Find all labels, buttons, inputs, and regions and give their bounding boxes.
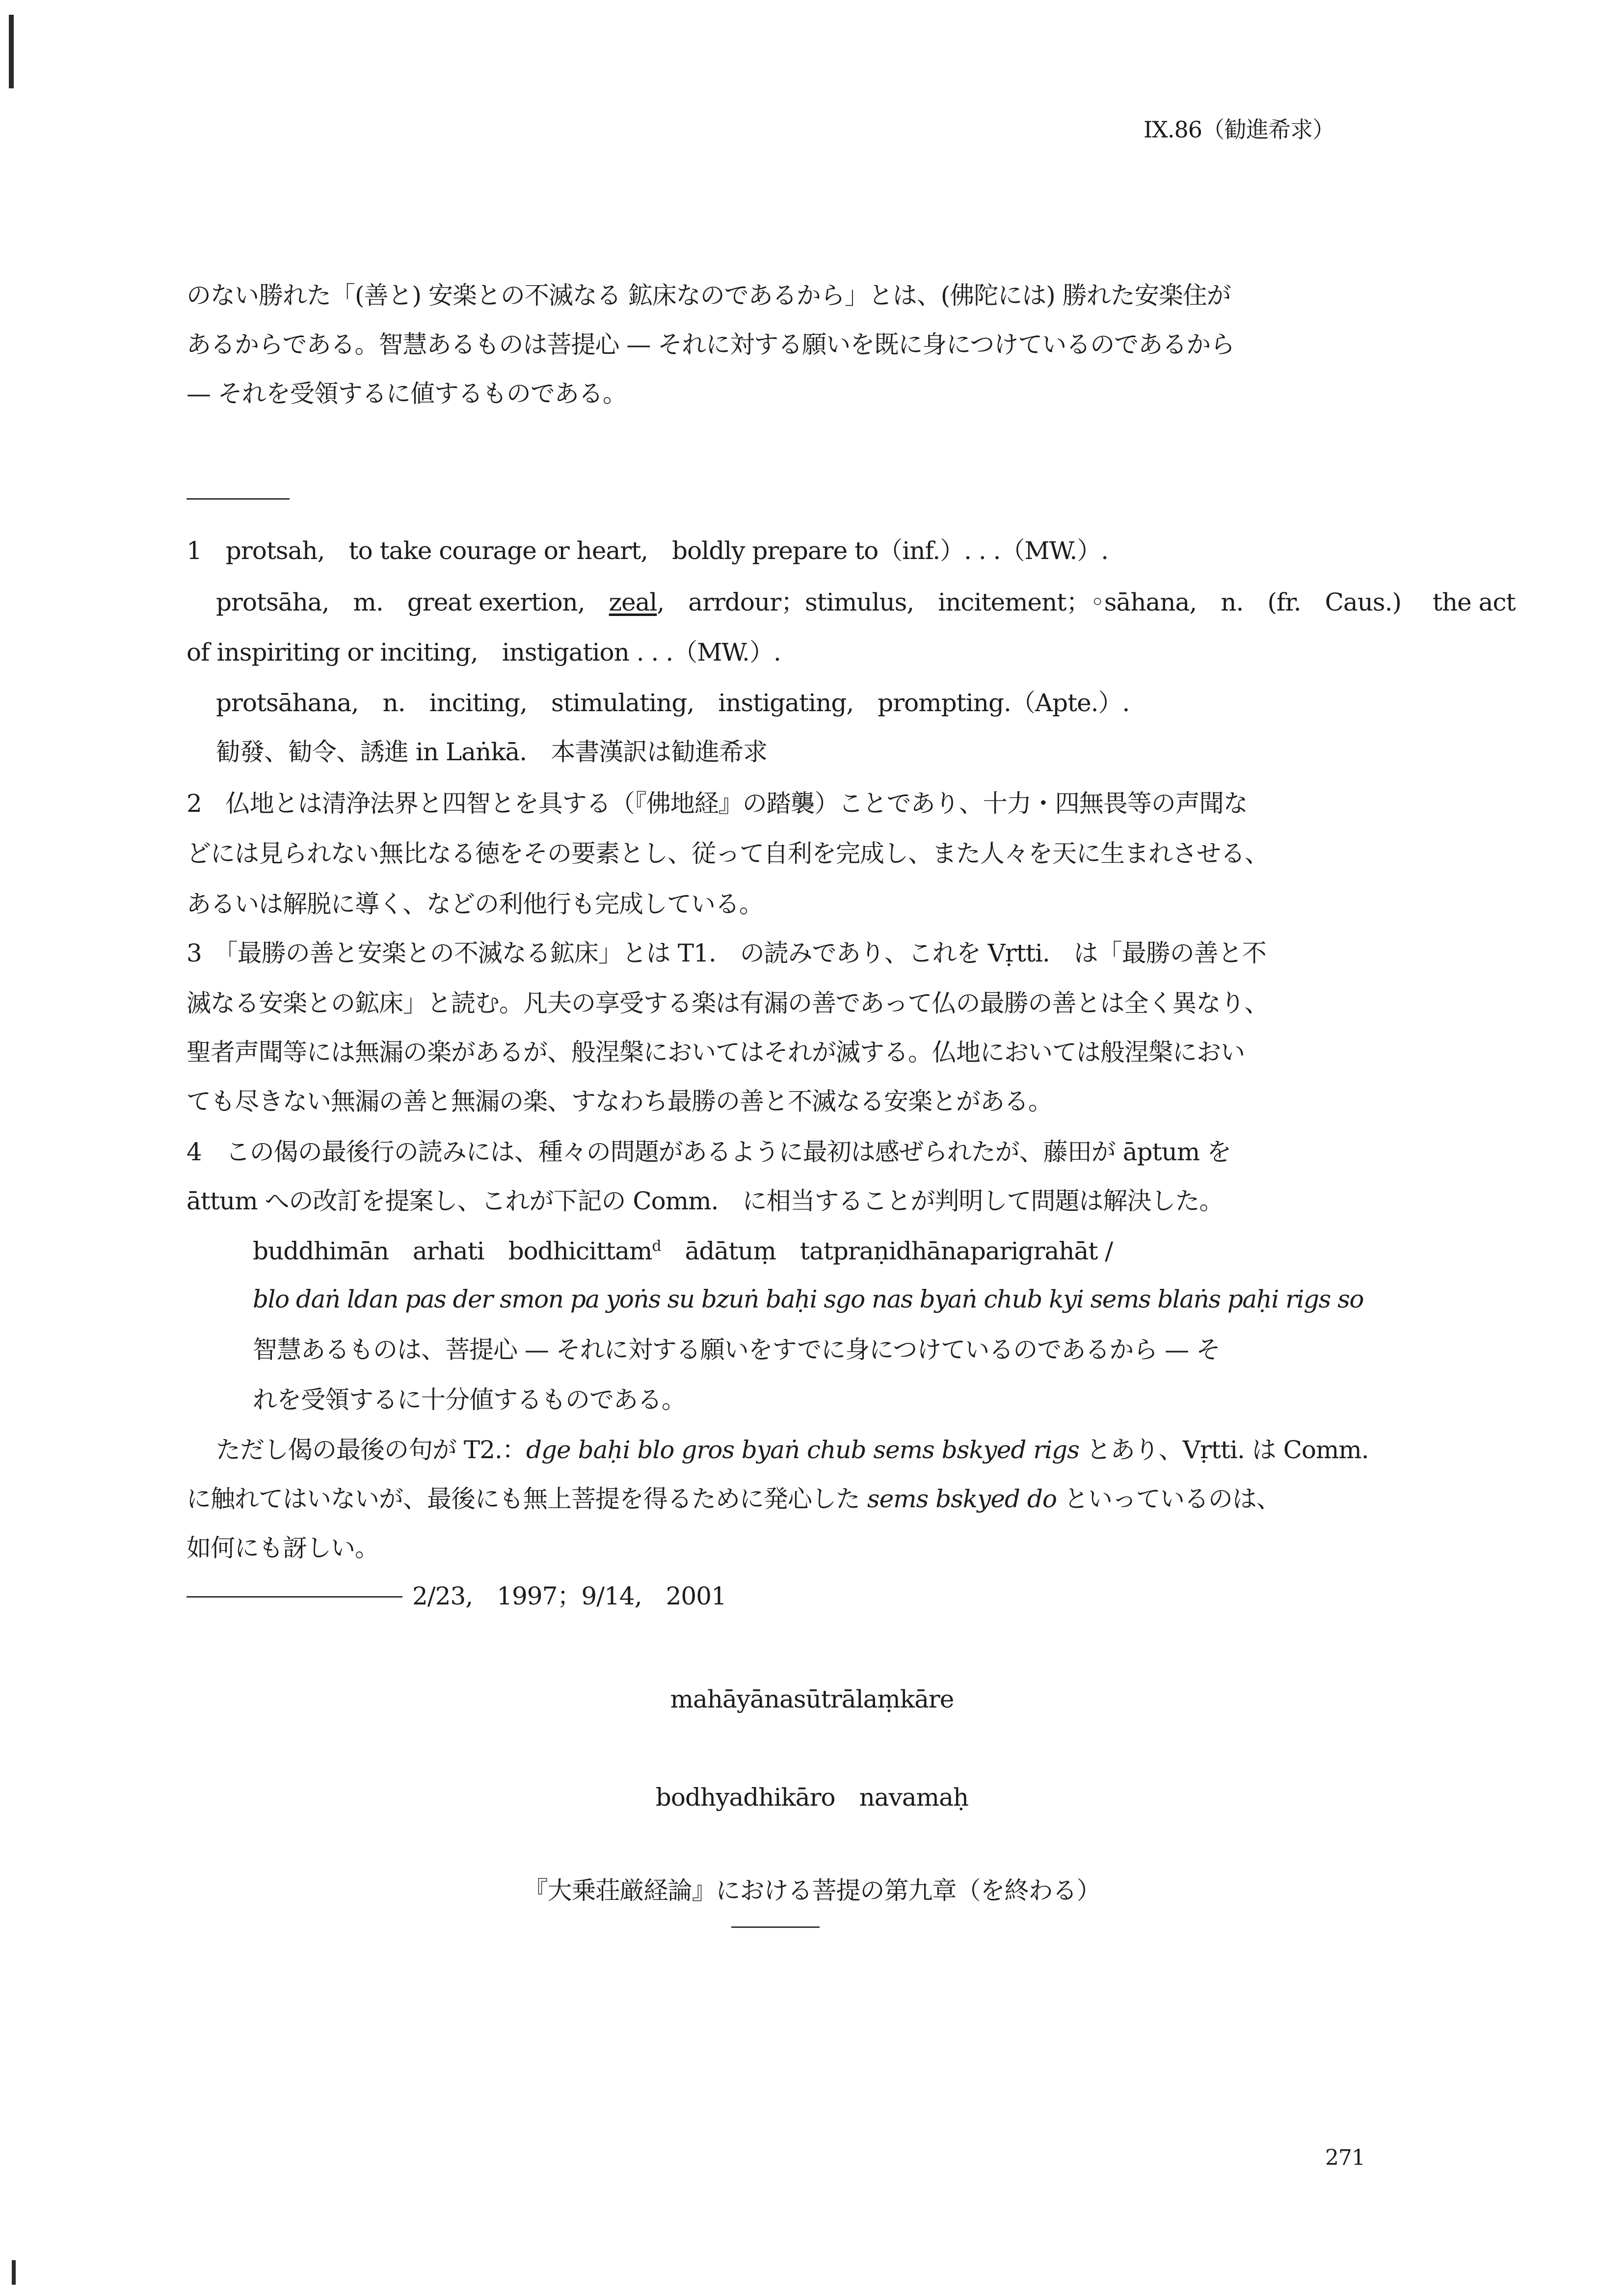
- remark-line-1-end: とあり、Vṛtti. は Comm.: [1079, 1436, 1369, 1464]
- colophon-chapter-line: bodhyadhikāro navamaḥ: [655, 1783, 969, 1812]
- colophon-japanese-title: 『大乗荘厳経論』における菩提の第九章（を終わる）: [523, 1876, 1101, 1905]
- footnote-4-line-1: 4 この偈の最後行の読みには、種々の問題があるように最初は感ぜられたが、藤田が āptum を: [186, 1138, 1231, 1166]
- remark-line-2-start: に触れてはいないが、最後にも無上菩提を得るために発心した: [186, 1485, 867, 1513]
- footnote-1-line-2-end: , arrdour；stimulus, incitement；◦sāhana, n. (fr. Caus.) the act: [657, 588, 1516, 616]
- remark-line-1-tibetan: dge baḥi blo gros byaṅ chub sems bskyed rigs: [526, 1436, 1079, 1464]
- footnote-3-line-3: 聖者声聞等には無漏の楽があるが、般涅槃においてはそれが滅する。仏地においては般涅槃におい: [186, 1038, 1245, 1067]
- main-text-line-1: のない勝れた「(善と) 安楽との不滅なる 鉱床なのであるから」とは、(佛陀には) 勝れた安楽住が: [186, 281, 1231, 310]
- footnote-3-line-4: ても尽きない無漏の善と無漏の楽、すなわち最勝の善と不滅なる安楽とがある。: [186, 1087, 1052, 1116]
- tibetan-verse-line: blo daṅ ldan pas der smon pa yoṅs su bzuṅ baḥi sgo nas byaṅ chub kyi sems blaṅs paḥi rigs so: [253, 1285, 1363, 1313]
- main-text-line-2: あるからである。智慧あるものは菩提心 — それに対する願いを既に身につけているのであるから: [186, 330, 1235, 359]
- colophon-sanskrit-title: mahāyānasūtrālaṃkāre: [670, 1685, 954, 1713]
- date-rule: [186, 1596, 402, 1598]
- colophon-end-rule: [731, 1926, 820, 1928]
- footnote-2-line-2: どには見られない無比なる徳をその要素とし、従って自利を完成し、また人々を天に生まれさせる、: [186, 839, 1269, 868]
- page-number: 271: [1325, 2145, 1365, 2170]
- remark-line-1: [216, 1434, 1369, 1466]
- footnote-1-line-1: 1 protsah, to take courage or heart, boldly prepare to（inf.）. . .（MW.）.: [186, 536, 1109, 565]
- footnote-1-line-3: of inspiriting or inciting, instigation . . .（MW.）.: [186, 638, 781, 667]
- footnote-3-line-1: 3 「最勝の善と安楽との不滅なる鉱床」とは T1. の読みであり、これを Vṛtti. は「最勝の善と不: [186, 939, 1266, 967]
- scan-edge-mark-bottom: [12, 2260, 16, 2285]
- footnote-1-line-2-start: protsāha, m. great exertion,: [216, 588, 609, 616]
- footnote-1-line-2: [216, 587, 1516, 618]
- remark-line-2-tibetan: sems bskyed do: [867, 1485, 1057, 1513]
- footnote-4-line-2: āttum への改訂を提案し、これが下記の Comm. に相当することが判明して問題は解決した。: [186, 1187, 1224, 1215]
- sanskrit-verse-end: ādātuṃ tatpraṇidhānaparigrahāt /: [661, 1237, 1113, 1265]
- footnote-1-line-4: protsāhana, n. inciting, stimulating, instigating, prompting.（Apte.）.: [216, 689, 1130, 717]
- main-text-line-3: — それを受領するに値するものである。: [186, 379, 627, 408]
- footnote-1-underlined-word: zeal: [609, 588, 657, 616]
- footnote-3-line-2: 滅なる安楽との鉱床」と読む。凡夫の享受する楽は有漏の善であって仏の最勝の善とは全く異なり、: [186, 989, 1269, 1017]
- scan-edge-mark-top: [9, 15, 14, 88]
- footnote-separator: [186, 498, 290, 500]
- footnote-2-line-1: 2 仏地とは清浄法界と四智とを具する（『佛地経』の踏襲）ことであり、十力・四無畏等の声聞な: [186, 789, 1248, 818]
- revision-dates: 2/23, 1997；9/14, 2001: [412, 1582, 726, 1610]
- sanskrit-verse-start: buddhimān arhati bodhicittam: [253, 1237, 652, 1265]
- remark-line-2: [186, 1483, 1280, 1515]
- verse-translation-line-2: れを受領するに十分値するものである。: [253, 1386, 686, 1414]
- verse-translation-line-1: 智慧あるものは、菩提心 — それに対する願いをすでに身につけているのであるから — そ: [253, 1335, 1221, 1364]
- footnote-2-line-3: あるいは解脱に導く、などの利他行も完成している。: [186, 890, 763, 918]
- remark-line-1-start: ただし偈の最後の句が T2.：: [216, 1436, 526, 1464]
- sanskrit-verse-superscript: d: [652, 1237, 661, 1255]
- sanskrit-verse-line: [253, 1235, 1113, 1267]
- footnote-1-line-5: 勧發、勧令、誘進 in Laṅkā. 本書漢訳は勧進希求: [216, 738, 768, 766]
- remark-line-2-end: といっているのは、: [1056, 1485, 1280, 1513]
- remark-line-3: 如何にも訝しい。: [186, 1534, 379, 1562]
- running-header: IX.86（勧進希求）: [1144, 116, 1335, 143]
